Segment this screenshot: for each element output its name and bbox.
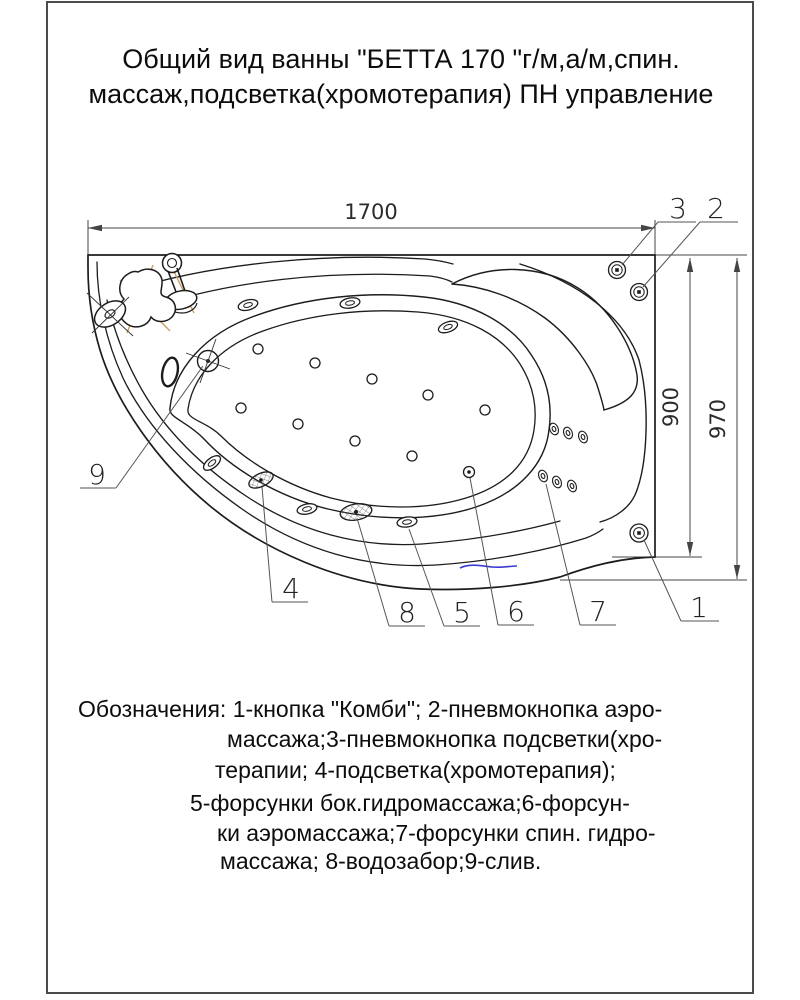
- dimension-width-label: 1700: [344, 200, 398, 224]
- water-level-mark: [460, 565, 517, 568]
- side-jet: [201, 453, 223, 473]
- callout-2-label: 2: [707, 192, 725, 225]
- callout-5-label: 5: [453, 596, 471, 629]
- callout-6-label: 6: [507, 595, 525, 628]
- button-kombi: [630, 524, 648, 542]
- dimension-height-outer-label: 970: [706, 398, 730, 440]
- legend-line-2: массажа;3-пневмокнопка подсветки(хро-: [227, 726, 663, 752]
- callout-4-label: 4: [282, 572, 300, 605]
- legend-line-3: терапии; 4-подсветка(хромотерапия);: [215, 757, 616, 783]
- callout-8-label: 8: [398, 596, 416, 629]
- title-line-1: Общий вид ванны "БЕТТА 170 "г/м,а/м,спин.: [122, 44, 680, 74]
- drain-icon: [186, 339, 230, 383]
- legend-line-4: 5-форсунки бок.гидромассажа;6-форсун-: [190, 790, 630, 816]
- air-nozzles-group: [236, 344, 490, 461]
- water-intake-icon: [339, 501, 373, 522]
- side-jet: [437, 319, 459, 335]
- overflow-icon: [160, 356, 181, 387]
- dimension-lines: [88, 220, 747, 580]
- callout-9-label: 9: [88, 458, 106, 491]
- hydromassage-jets: [201, 296, 589, 528]
- button-airmassage: [631, 284, 648, 301]
- air-nozzle-callout6: [464, 467, 475, 478]
- spine-jets-group: [537, 422, 589, 493]
- legend-line-6: массажа; 8-водозабор;9-слив.: [220, 848, 542, 874]
- callout-7-label: 7: [589, 595, 607, 628]
- side-jet: [237, 298, 259, 313]
- control-buttons: [609, 262, 649, 543]
- side-jet: [339, 296, 360, 309]
- side-jet: [296, 502, 318, 516]
- title-line-2: массаж,подсветка(хромотерапия) ПН управление: [88, 79, 714, 109]
- faucet-assembly: [87, 254, 230, 388]
- callout-1-label: 1: [690, 591, 708, 624]
- legend-line-1: Обозначения: 1-кнопка "Комби"; 2-пневмокнопка аэро-: [78, 696, 663, 722]
- dimension-height-inner-label: 900: [659, 386, 683, 428]
- callout-3-label: 3: [669, 192, 687, 225]
- legend-line-5: ки аэромассажа;7-форсунки спин. гидро-: [217, 820, 656, 846]
